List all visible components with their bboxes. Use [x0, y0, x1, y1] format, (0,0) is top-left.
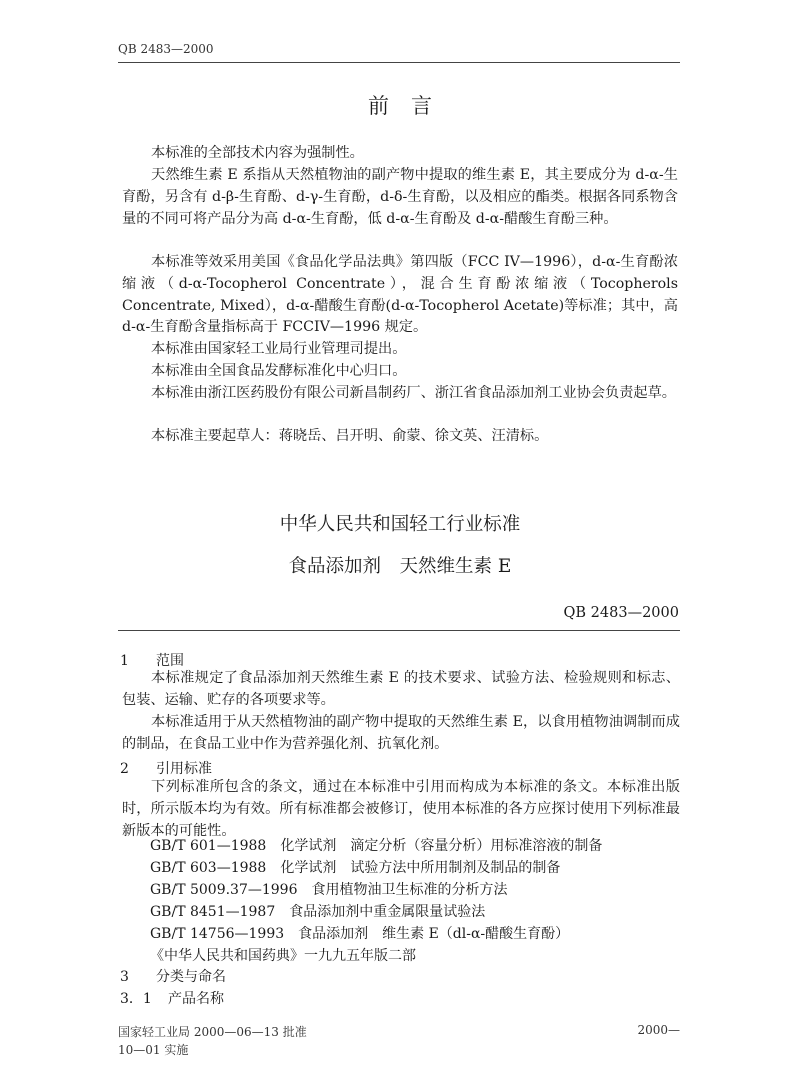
section-number: 3．1: [120, 991, 152, 1007]
footer-approval-line: 国家轻工业局 2000—06—13 批准: [118, 1025, 307, 1039]
standard-product-title: 食品添加剂 天然维生素 E: [288, 556, 512, 577]
header-rule: [118, 62, 680, 63]
section-title: 分类与命名: [156, 969, 226, 985]
section-2-paragraph: 下列标准所包含的条文，通过在本标准中引用而构成为本标准的条文。本标准出版时，所示版本均为有效。所有标准都会被修订，使用本标准的各方应探讨使用下列标准最新版本的可能性。: [122, 779, 680, 839]
footer-date: 2000—: [637, 1023, 680, 1037]
section-heading-2: [120, 758, 212, 778]
preface-paragraph: 本标准由国家轻工业局行业管理司提出。: [151, 341, 407, 357]
preface-paragraph: 本标准等效采用美国《食品化学品法典》第四版（FCC IV—1996），d-α-生育酚浓缩液（d-α-Tocopherol Concentrate），混合生育酚浓缩液（Tocopherols Concentrate, Mixed），d-α-醋酸生育酚(d-α-Tocopherol Acetate)等标准；其中，高 d-α-生育酚含量指标高于 FCCIV—1996 规定。: [122, 254, 678, 336]
section-number: 1: [120, 653, 129, 669]
standard-rule: [118, 630, 680, 631]
reference-item: GB/T 601—1988 化学试剂 滴定分析（容量分析）用标准溶液的制备: [150, 838, 603, 854]
reference-item: GB/T 8451—1987 食品添加剂中重金属限量试验法: [150, 904, 486, 920]
preface-paragraph: 本标准的全部技术内容为强制性。: [151, 145, 364, 161]
section-number: 3: [120, 969, 129, 985]
section-1-paragraph: 本标准适用于从天然植物油的副产物中提取的天然维生素 E，以食用植物油调制而成的制品，在食品工业中作为营养强化剂、抗氧化剂。: [122, 714, 680, 752]
footer-implementation-line: 10—01 实施: [118, 1043, 189, 1057]
section-heading-1: [120, 650, 184, 670]
section-1-paragraph: 本标准规定了食品添加剂天然维生素 E 的技术要求、试验方法、检验规则和标志、包装、运输、贮存的各项要求等。: [122, 670, 680, 708]
preface-paragraph: 本标准主要起草人：蒋晓岳、吕开明、俞蒙、徐文英、汪清标。: [151, 428, 549, 444]
section-title: 范围: [156, 653, 184, 669]
reference-item: GB/T 5009.37—1996 食用植物油卫生标准的分析方法: [150, 882, 508, 898]
section-title: 产品名称: [168, 991, 224, 1007]
footer-approval: [118, 1023, 307, 1059]
reference-item: 《中华人民共和国药典》一九九五年版二部: [150, 948, 416, 964]
preface-paragraph: 天然维生素 E 系指从天然植物油的副产物中提取的维生素 E，其主要成分为 d-α-生育酚，另含有 d-β-生育酚、d-γ-生育酚，d-δ-生育酚，以及相应的酯类。根据各同系物含量的不同可将产品分为高 d-α-生育酚，低 d-α-生育酚及 d-α-醋酸生育酚三种。: [122, 167, 678, 227]
standard-org-title: 中华人民共和国轻工行业标准: [279, 514, 521, 535]
reference-item: GB/T 14756—1993 食品添加剂 维生素 E（dl-α-醋酸生育酚）: [150, 926, 570, 942]
preface-paragraph: 本标准由浙江医药股份有限公司新昌制药厂、浙江省食品添加剂工业协会负责起草。: [151, 385, 676, 401]
section-heading-3-1: [120, 988, 224, 1008]
preface-title: 前言: [368, 94, 454, 118]
header-code: QB 2483—2000: [118, 42, 214, 56]
section-number: 2: [120, 761, 129, 777]
section-heading-3: [120, 966, 226, 986]
section-title: 引用标准: [156, 761, 212, 777]
standard-number: QB 2483—2000: [563, 605, 679, 621]
preface-paragraph: 本标准由全国食品发酵标准化中心归口。: [151, 363, 407, 379]
reference-item: GB/T 603—1988 化学试剂 试验方法中所用制剂及制品的制备: [150, 860, 561, 876]
